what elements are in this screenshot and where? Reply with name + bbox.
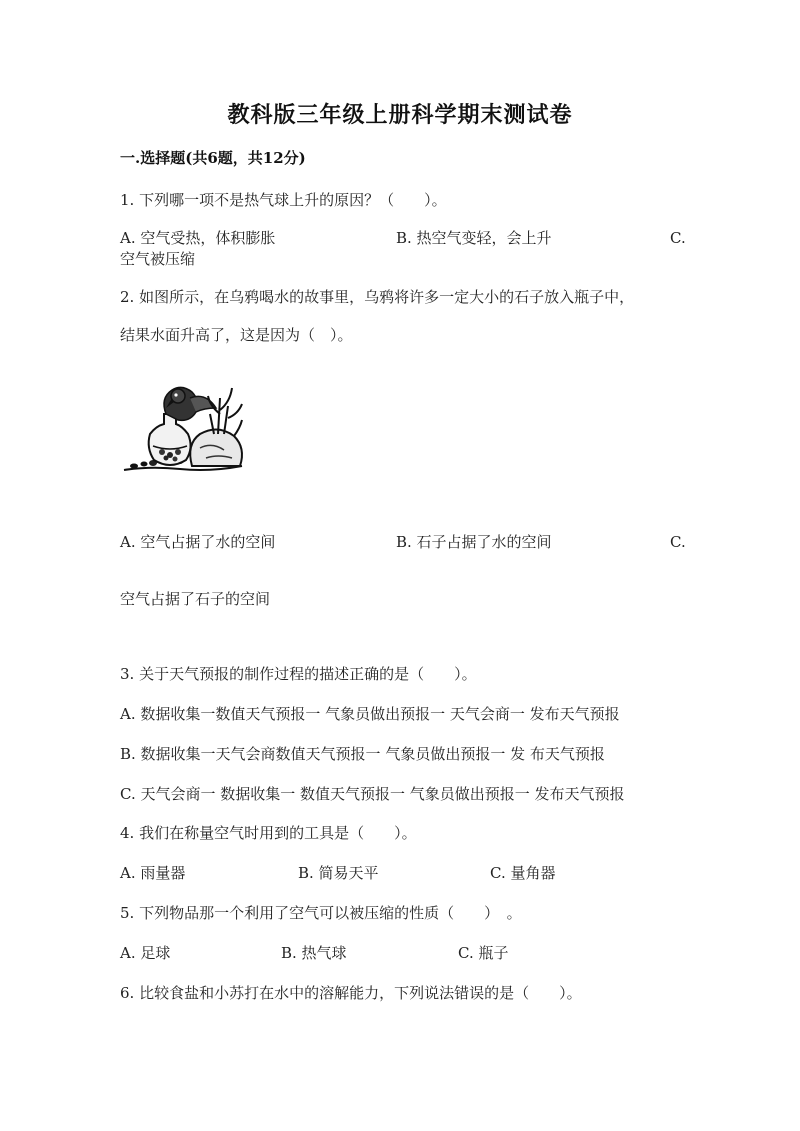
question-4-stem: 4. 我们在称量空气时用到的工具是（ ）。 — [120, 824, 417, 842]
question-1-stem: 1. 下列哪一项不是热气球上升的原因？（ ）。 — [120, 191, 447, 209]
question-1-option-c-label: C. — [670, 229, 686, 247]
question-5-option-c: C. 瓶子 — [458, 944, 509, 962]
question-4-option-a: A. 雨量器 — [120, 864, 186, 882]
question-2-option-b: B. 石子占据了水的空间 — [396, 533, 552, 551]
question-5-option-b: B. 热气球 — [281, 944, 347, 962]
question-4-option-b: B. 简易天平 — [298, 864, 379, 882]
page-title: 教科版三年级上册科学期末测试卷 — [227, 102, 573, 128]
question-5-stem: 5. 下列物品那一个利用了空气可以被压缩的性质（ ） 。 — [120, 904, 522, 922]
question-2-stem-line-1: 2. 如图所示，在乌鸦喝水的故事里，乌鸦将许多一定大小的石子放入瓶子中， — [120, 288, 635, 306]
question-1-option-a: A. 空气受热，体积膨胀 — [120, 229, 276, 247]
question-3-stem: 3. 关于天气预报的制作过程的描述正确的是（ ）。 — [120, 665, 477, 683]
question-2-option-c-label: C. — [670, 533, 686, 551]
question-2-option-a: A. 空气占据了水的空间 — [120, 533, 276, 551]
crow-illustration-icon — [120, 378, 250, 478]
crow-drinking-water-illustration — [120, 378, 250, 478]
question-6-stem: 6. 比较食盐和小苏打在水中的溶解能力，下列说法错误的是（ ）。 — [120, 984, 582, 1002]
question-1-option-c-text: 空气被压缩 — [120, 250, 196, 268]
question-4-option-c: C. 量角器 — [490, 864, 556, 882]
question-2-option-c-text: 空气占据了石子的空间 — [120, 590, 271, 608]
section-heading: 一.选择题(共6题，共12分) — [120, 149, 306, 167]
question-2-stem-line-2: 结果水面升高了，这是因为（ ）。 — [120, 326, 353, 344]
question-3-option-b: B. 数据收集一天气会商数值天气预报一 气象员做出预报一 发 布天气预报 — [120, 745, 605, 763]
question-3-option-a: A. 数据收集一数值天气预报一 气象员做出预报一 天气会商一 发布天气预报 — [120, 705, 620, 723]
question-5-option-a: A. 足球 — [120, 944, 171, 962]
question-3-option-c: C. 天气会商一 数据收集一 数值天气预报一 气象员做出预报一 发布天气预报 — [120, 785, 625, 803]
question-1-option-b: B. 热空气变轻，会上升 — [396, 229, 552, 247]
